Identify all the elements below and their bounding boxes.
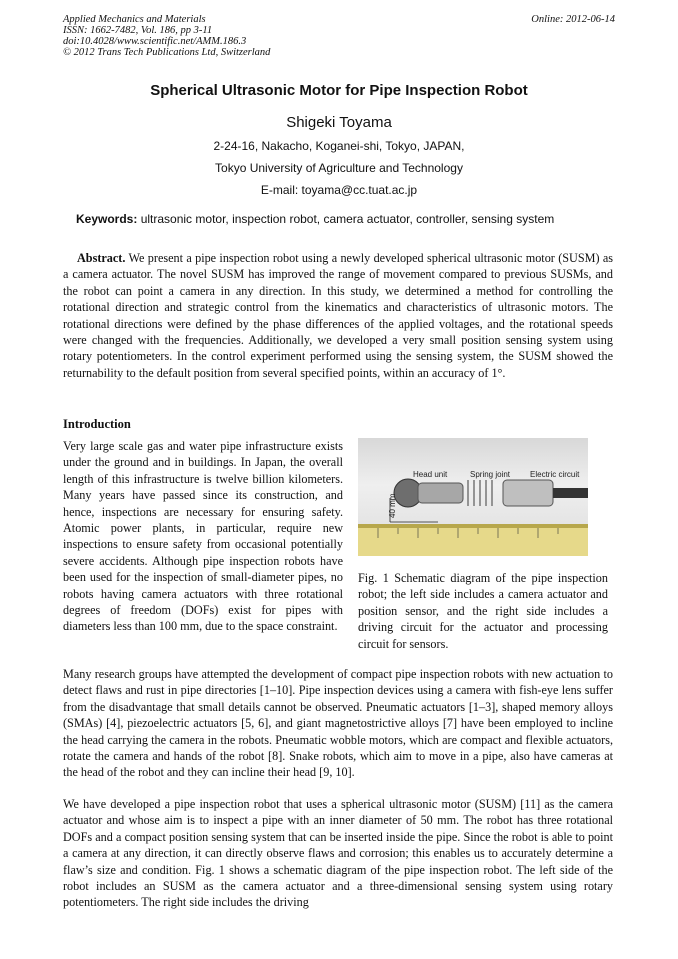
online-date: Online: 2012-06-14 xyxy=(531,14,615,25)
electric-circuit-body xyxy=(503,480,553,506)
doi: doi:10.4028/www.scientific.net/AMM.186.3 xyxy=(63,36,247,47)
abstract xyxy=(63,250,613,381)
intro-paragraph-1: Very large scale gas and water pipe infrastructure exists under the ground and in buildings. In Japan, the overall length of this infrastructure is twelve billion kilometers. Many years have passed since its construction, and hence, inspections are necessary for ensuring safety. Atomic power plants, in particular, require new inspections to ensure safety from occasional potentially severe accidents. Although pipe inspection robots have been used for the inspection of small-diameter pipes, no robots having camera actuators with three rotational degrees of freedom (DOFs) exist for pipes with diameters less than 100 mm, due to the space constraint. xyxy=(63,439,343,634)
label-dimension: 40 mm xyxy=(388,493,397,518)
issn: ISSN: 1662-7482, Vol. 186, pp 3-11 xyxy=(63,25,213,36)
intro-paragraph-2: Many research groups have attempted the development of compact pipe inspection robots with new actuation to detect flaws and rust in pipe directories [1–10]. Pipe inspection devices using a camera with fish-eye lens suffer from the disadvantage that small details cannot be observed. Pneumatic actuators [1–3], shaped memory alloys (SMAs) [4], piezoelectric actuators [5, 6], and giant magnetostrictive alloys [7] have been employed to incline the head carrying the camera in the robots. Pneumatic wobble motors, which are compact and flexible actuators, rotate the camera and hands of the robot [8]. Snake robots, which aim to move in a pipe, also have cameras at the head of the robot and they can incline their head [9, 10]. xyxy=(63,667,613,780)
author-name: Shigeki Toyama xyxy=(286,114,392,131)
keywords-label: Keywords: xyxy=(76,212,138,226)
intro-paragraph-3: We have developed a pipe inspection robot that uses a spherical ultrasonic motor (SUSM) [11] as the camera actuator and whose aim is to inspect a pipe with an inner diameter of 50 mm. The robot has three rotational DOFs and a compact position sensing system that can be inserted inside the pipe. Since the robot is able to point a camera at any direction, it can directly observe flaws and corrosion; this enables us to accurately determine a flaw’s size and condition. Fig. 1 shows a schematic diagram of the pipe inspection robot. The left side of the robot includes an SUSM as the camera actuator and a three-dimensional sensing system using rotary potentiometers. The right side includes the driving xyxy=(63,797,613,910)
abstract-label: Abstract. xyxy=(77,251,126,265)
ruler xyxy=(358,524,588,556)
copyright: © 2012 Trans Tech Publications Ltd, Switzerland xyxy=(63,47,271,58)
affiliation-address: 2-24-16, Nakacho, Koganei-shi, Tokyo, JAPAN, xyxy=(213,139,465,153)
figure-caption: Fig. 1 Schematic diagram of the pipe inspection robot; the left side includes a camera actuator and position sensor, and the right side includes a driving circuit for the actuator and processing circuit for sensors. xyxy=(358,571,608,651)
label-electric-circuit: Electric circuit xyxy=(530,470,580,479)
section-heading-introduction: Introduction xyxy=(63,417,131,431)
label-head-unit: Head unit xyxy=(413,470,448,479)
label-spring-joint: Spring joint xyxy=(470,470,511,479)
robot-photo xyxy=(358,438,588,556)
abstract-text: We present a pipe inspection robot using a newly developed spherical ultrasonic motor (SUSM) as a camera actuator. The novel SUSM has improved the range of movement compared to previous SUSMs, and the robot can point a camera in any direction. In this study, we determined a method for controlling the rotational direction and strategic control from the kinematics and characteristics of ultrasonic motors. The rotational directions were defined by the phase differences of the applied voltages, and the rotational speeds were changed with the frequencies. Additionally, we developed a very small position sensing system using rotary potentiometers. In the control experiment performed using the sensing system, the SUSM showed the returnability to the default position from several specified points, within an accuracy of 1°. xyxy=(63,251,613,380)
journal-header xyxy=(63,14,270,58)
keywords-text: ultrasonic motor, inspection robot, camera actuator, controller, sensing system xyxy=(140,212,555,226)
paper-title: Spherical Ultrasonic Motor for Pipe Inspection Robot xyxy=(150,82,528,99)
affiliation-university: Tokyo University of Agriculture and Technology xyxy=(215,161,463,175)
affiliation-email: E-mail: toyama@cc.tuat.ac.jp xyxy=(260,183,418,197)
keywords xyxy=(76,212,616,226)
journal-name: Applied Mechanics and Materials xyxy=(63,14,206,25)
